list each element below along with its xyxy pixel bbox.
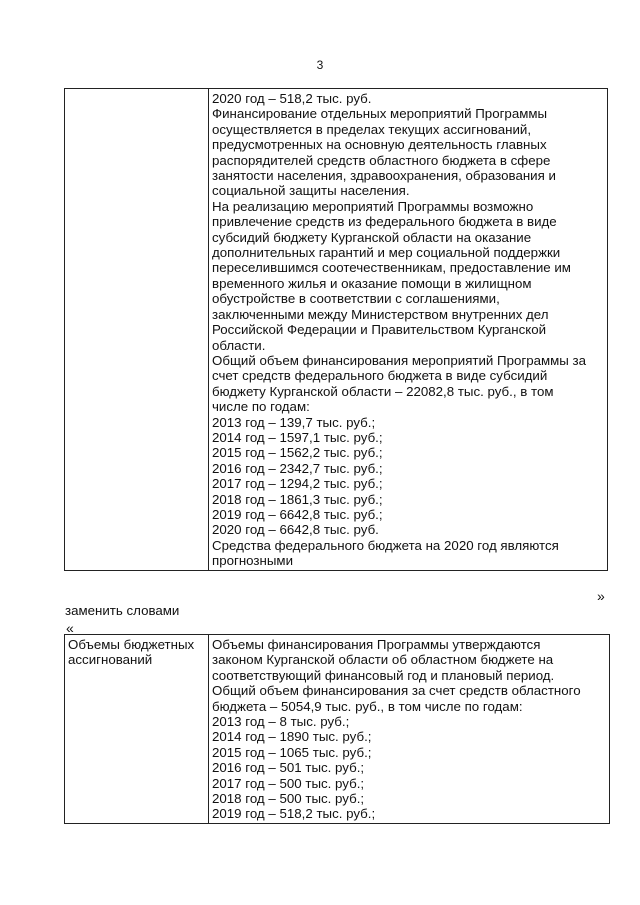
text-line: Объемы финансирования Программы утверждаются (212, 637, 541, 652)
text-line: дополнительных гарантий и мер социальной поддержки (212, 245, 561, 261)
content-cell (209, 635, 610, 824)
text-line: 2018 год – 1861,3 тыс. руб.; (212, 491, 383, 507)
text-line: привлечение средств из федерального бюджета в виде (212, 214, 557, 230)
text-line: 2016 год – 501 тыс. руб.; (212, 760, 365, 776)
text-line: обустройстве в соответствии с соглашениями, (212, 291, 500, 307)
text-line: бюджета – 5054,9 тыс. руб., в том числе по годам: (212, 698, 523, 714)
text-line: числе по годам: (212, 399, 310, 415)
label-cell-empty (65, 89, 209, 571)
text-line: бюджету Курганской области – 22082,8 тыс. руб., в том (212, 383, 554, 399)
page-number: 3 (316, 58, 324, 72)
closing-quote: » (597, 588, 605, 604)
text-line: На реализацию мероприятий Программы возможно (212, 198, 534, 214)
text-line: субсидий бюджету Курганской области на оказание (212, 229, 532, 245)
label-line: ассигнований (68, 652, 153, 668)
text-line: 2013 год – 8 тыс. руб.; (212, 714, 350, 730)
label-line: Объемы бюджетных (68, 637, 195, 652)
text-line: Общий объем финансирования за счет средств областного (212, 683, 581, 699)
text-line: 2020 год – 518,2 тыс. руб. (212, 91, 372, 106)
text-line: переселившимся соотечественникам, предоставление им (212, 260, 571, 276)
text-line: заключенными между Министерством внутренних дел (212, 306, 549, 322)
text-line: счет средств федерального бюджета в виде субсидий (212, 368, 548, 384)
table-row (65, 635, 610, 824)
content-cell (209, 89, 608, 571)
text-line: 2015 год – 1562,2 тыс. руб.; (212, 445, 383, 461)
text-line: Финансирование отдельных мероприятий Программы (212, 106, 548, 122)
text-line: предусмотренных на основную деятельность главных (212, 137, 547, 153)
text-line: 2020 год – 6642,8 тыс. руб. (212, 522, 379, 538)
text-line: временного жилья и оказание помощи в жилищном (212, 275, 532, 291)
text-line: Средства федерального бюджета на 2020 год являются (212, 537, 559, 553)
text-line: прогнозными (212, 553, 293, 569)
text-line: Общий объем финансирования мероприятий Программы за (212, 352, 587, 368)
text-line: 2013 год – 139,7 тыс. руб.; (212, 414, 376, 430)
text-line: 2018 год – 500 тыс. руб.; (212, 791, 365, 807)
opening-quote: « (66, 620, 74, 636)
text-line: 2014 год – 1597,1 тыс. руб.; (212, 429, 383, 445)
text-line: Российской Федерации и Правительством Курганской (212, 322, 547, 338)
funding-table-old (64, 88, 608, 571)
text-line: распорядителей средств областного бюджета в сфере (212, 152, 551, 168)
text-line: 2015 год – 1065 тыс. руб.; (212, 744, 372, 760)
replace-instruction: заменить словами (65, 603, 180, 618)
text-line: 2019 год – 518,2 тыс. руб.; (212, 806, 376, 822)
text-line: 2019 год – 6642,8 тыс. руб.; (212, 506, 383, 522)
text-line: области. (212, 337, 266, 353)
text-line: законом Курганской области об областном бюджете на (212, 652, 554, 668)
text-line: 2017 год – 1294,2 тыс. руб.; (212, 476, 383, 492)
label-cell (65, 635, 209, 824)
text-line: 2014 год – 1890 тыс. руб.; (212, 729, 372, 745)
funding-table-new (64, 634, 610, 824)
text-line: соответствующий финансовый год и плановый период. (212, 667, 555, 683)
text-line: осуществляется в пределах текущих ассигнований, (212, 121, 532, 137)
table-row (65, 89, 608, 571)
text-line: 2017 год – 500 тыс. руб.; (212, 775, 365, 791)
text-line: 2016 год – 2342,7 тыс. руб.; (212, 460, 383, 476)
text-line: социальной защиты населения. (212, 183, 410, 199)
text-line: занятости населения, здравоохранения, образования и (212, 168, 556, 184)
